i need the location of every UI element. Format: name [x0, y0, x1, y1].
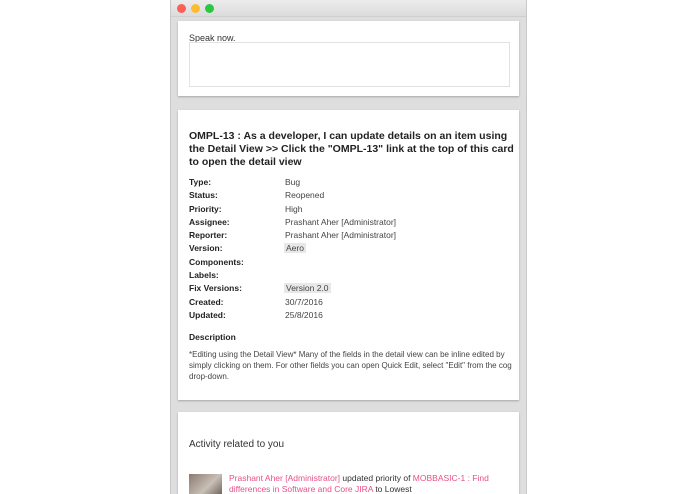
field-value: Prashant Aher [Administrator]	[285, 230, 397, 241]
activity-suffix: to Lowest	[372, 484, 412, 494]
app-window	[170, 0, 527, 494]
field-label: Priority:	[189, 203, 222, 214]
field-label: Fix Versions:	[189, 283, 242, 294]
field-value: Reopened	[285, 190, 325, 201]
field-row	[189, 177, 509, 190]
field-value: Aero	[286, 243, 304, 254]
field-value: Prashant Aher [Administrator]	[285, 216, 397, 227]
issue-link[interactable]: MOBBASIC-1 : Find differences in Software and Core JIRA	[229, 473, 489, 494]
field-label: Status:	[189, 190, 218, 201]
speak-prompt: Speak now.	[189, 33, 236, 43]
field-row	[189, 230, 509, 243]
user-link[interactable]: Prashant Aher [Administrator]	[229, 473, 341, 483]
field-label: Created:	[189, 296, 224, 307]
field-row	[189, 204, 509, 217]
field-value: High	[285, 203, 303, 214]
field-row	[189, 243, 509, 256]
field-row	[189, 217, 509, 230]
issue-title[interactable]: OMPL-13 : As a developer, I can update details on an item using the Detail View >> Click the "OMPL-13" link at the top of this card to open the detail view	[189, 130, 514, 168]
field-row	[189, 310, 509, 323]
activity-action: updated priority of	[340, 473, 413, 483]
field-label: Labels:	[189, 270, 219, 281]
field-value: Version 2.0	[286, 283, 329, 294]
activity-heading: Activity related to you	[189, 439, 285, 450]
issue-fields	[189, 177, 509, 323]
speech-input[interactable]	[189, 42, 510, 87]
close-window-button[interactable]	[177, 4, 186, 13]
field-label: Updated:	[189, 309, 226, 320]
speech-card	[178, 21, 519, 96]
field-row	[189, 257, 509, 270]
field-value: 25/8/2016	[285, 309, 323, 320]
field-row	[189, 283, 509, 296]
avatar	[189, 474, 222, 494]
maximize-window-button[interactable]	[205, 4, 214, 13]
field-row	[189, 270, 509, 283]
field-row	[189, 190, 509, 203]
field-label: Reporter:	[189, 230, 228, 241]
minimize-window-button[interactable]	[191, 4, 200, 13]
field-label: Type:	[189, 177, 212, 187]
field-label: Assignee:	[189, 216, 230, 227]
field-label: Components:	[189, 256, 244, 267]
field-value: Bug	[285, 177, 301, 187]
title-bar	[171, 0, 526, 17]
field-value: 30/7/2016	[285, 296, 323, 307]
issue-card	[178, 110, 519, 400]
activity-card	[178, 412, 519, 494]
description-heading: Description	[189, 332, 236, 342]
field-label: Version:	[189, 243, 223, 254]
description-text: *Editing using the Detail View* Many of the fields in the detail view can be inline edited by simply clicking on them. For other fields you can open Quick Edit, select "Edit" from the cog drop-down.	[189, 350, 512, 381]
activity-item	[229, 473, 514, 494]
field-row	[189, 297, 509, 310]
